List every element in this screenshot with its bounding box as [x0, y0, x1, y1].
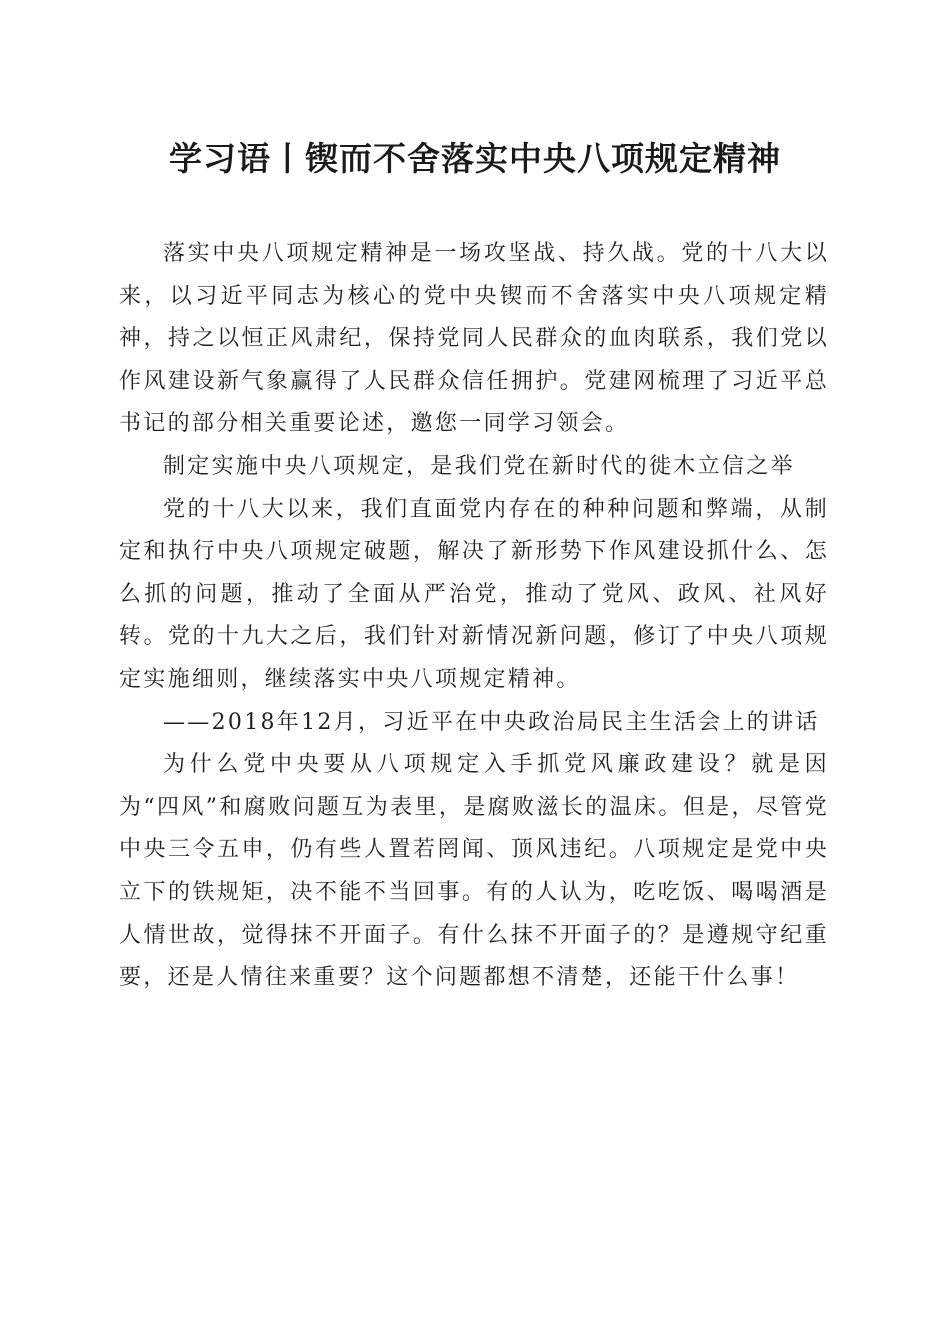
paragraph-quote-1: 党的十八大以来，我们直面党内存在的种种问题和弊端，从制定和执行中央八项规定破题，解决了新形势下作风建设抓什么、怎么抓的问题，推动了全面从严治党，推动了党风、政风、社风好转。党的十九大之后，我们针对新情况新问题，修订了中央八项规定实施细则，继续落实中央八项规定精神。 — [119, 496, 829, 692]
document-title: 学习语丨锲而不舍落实中央八项规定精神 — [169, 139, 781, 178]
document-body — [119, 233, 829, 1000]
paragraph-source-1: ——2018年12月，习近平在中央政治局民主生活会上的讲话 — [163, 709, 820, 735]
paragraph-subheading: 制定实施中央八项规定，是我们党在新时代的徙木立信之举 — [163, 453, 795, 479]
paragraph-quote-2: 为什么党中央要从八项规定入手抓党风廉政建设？就是因为“四风”和腐败问题互为表里，是腐败滋长的温床。但是，尽管党中央三令五申，仍有些人置若罔闻、顶风违纪。八项规定是党中央立下的铁规矩，决不能不当回事。有的人认为，吃吃饭、喝喝酒是人情世故，觉得抹不开面子。有什么抹不开面子的？是遵规守纪重要，还是人情往来重要？这个问题都想不清楚，还能干什么事！ — [119, 752, 829, 991]
paragraph-intro: 落实中央八项规定精神是一场攻坚战、持久战。党的十八大以来，以习近平同志为核心的党中央锲而不舍落实中央八项规定精神，持之以恒正风肃纪，保持党同人民群众的血肉联系，我们党以作风建设新气象赢得了人民群众信任拥护。党建网梳理了习近平总书记的部分相关重要论述，邀您一同学习领会。 — [119, 241, 829, 437]
